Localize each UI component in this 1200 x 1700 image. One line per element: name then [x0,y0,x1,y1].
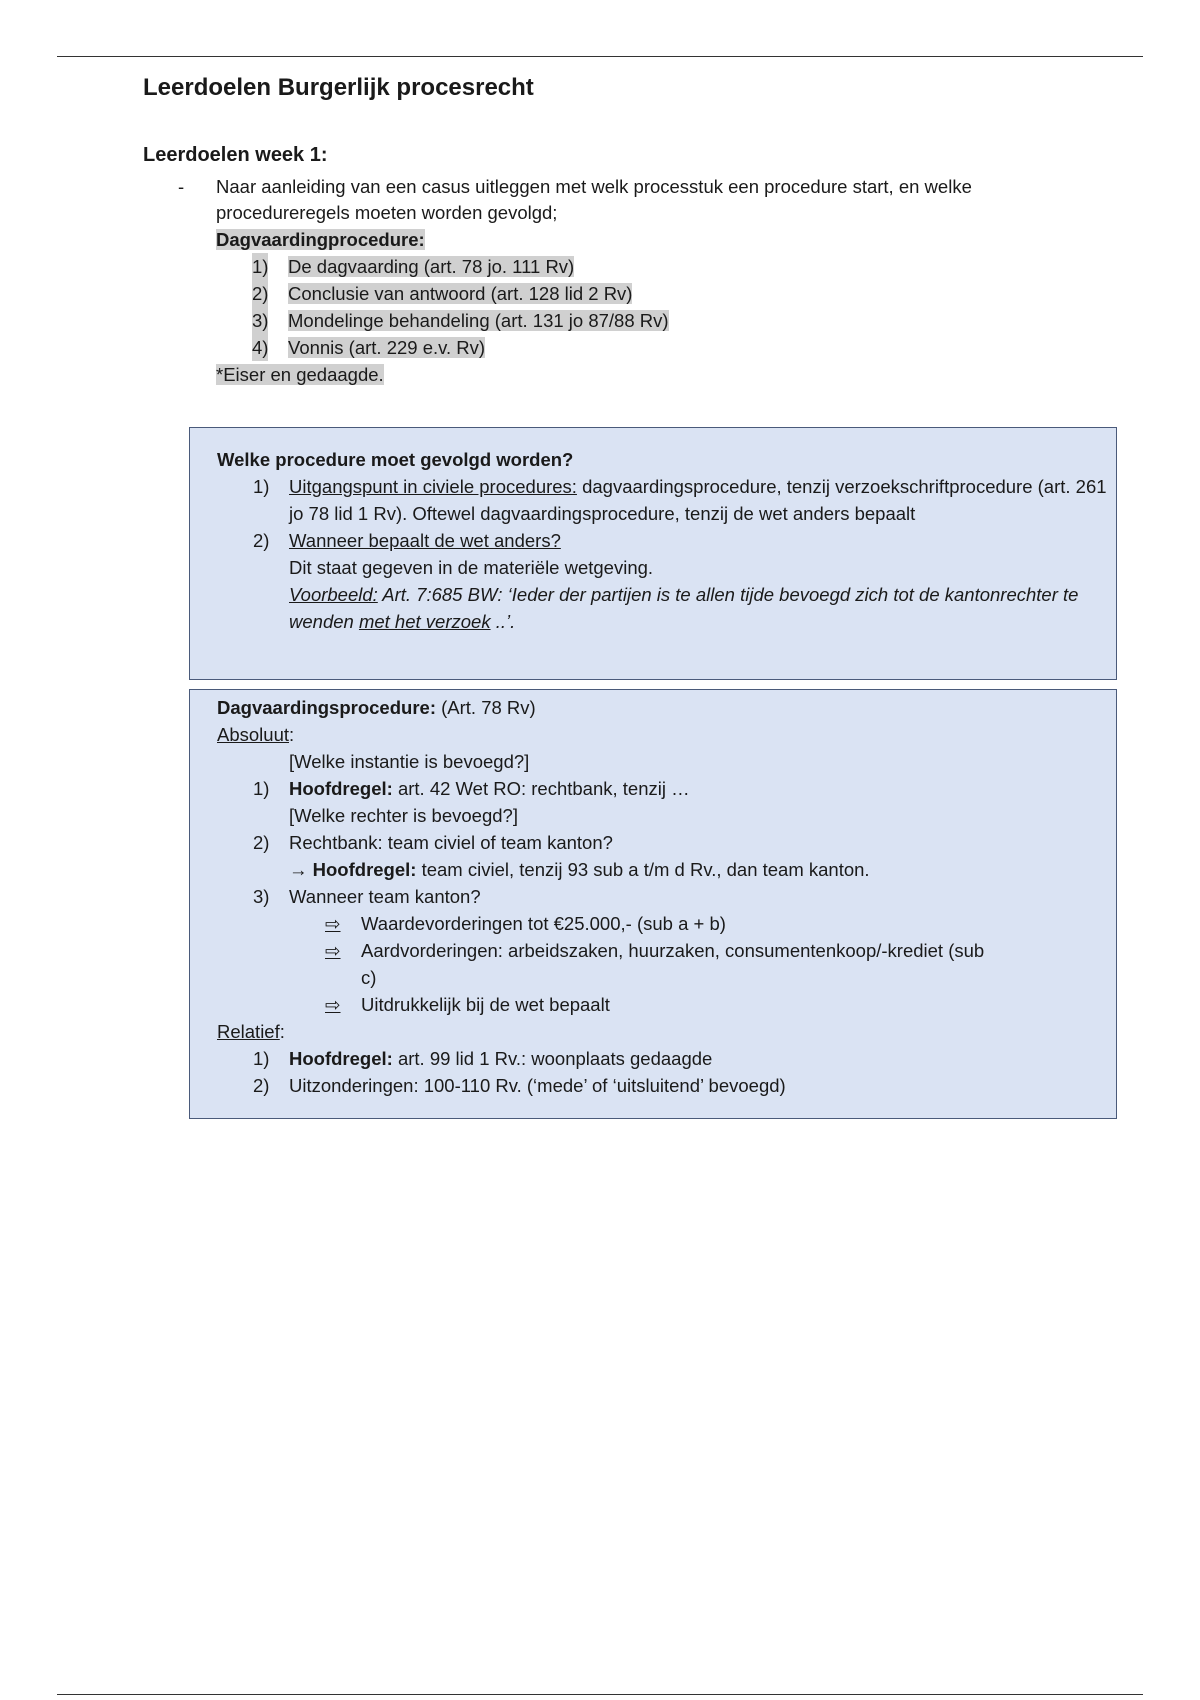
hollow-arrow-icon: ⇨ [325,994,341,1015]
question-instantie: [Welke instantie is bevoegd?] [289,751,530,772]
box1-item-2-label: Wanneer bepaalt de wet anders? [289,530,561,551]
step-item: 4) Vonnis (art. 229 e.v. Rv) [216,334,669,361]
competence-box: Dagvaardingsprocedure: (Art. 78 Rv) Absoluut: [Welke instantie is bevoegd?] 1) Hoofdregel: art. 42 Wet RO: rechtbank, tenzij … [Welke rechter is bevoegd?] 2) Rechtbank: team civiel of team kanton? → Hoofdregel: team civiel, tenzij 93 sub a t/m d Rv., dan team kanton. 3) Wanneer team kanton? ⇨ Waardevorderingen tot €25.000,- (sub a + b) ⇨ Aardvorderingen: arbeidszaken, huurzaken, consumentenkoop/-krediet (sub c) ⇨ Uitdrukkelijk bij de wet bepaalt Relatief: 1) Hoofdregel: art. 99 lid 1 Rv.: woonplaats gedaagde 2) Uitzonderingen: 100-110 Rv. (‘mede’ of ‘uitsluitend’ bevoegd) [189,689,1117,1119]
bullet-dash: - [178,176,185,197]
intro-text: Naar aanleiding van een casus uitleggen met welk processtuk een procedure start, en welke procedureregels moeten worden gevolgd; [216,176,972,223]
intro-bullet-item [178,174,1078,226]
bottom-rule [57,1694,1143,1695]
arrow-right-icon: → [289,859,308,880]
box2-heading: Dagvaardingsprocedure: [217,697,436,718]
sub-item: ⇨ Uitdrukkelijk bij de wet bepaalt [217,991,1116,1018]
procedure-choice-box [189,427,1117,680]
box1-item-2: 2) Wanneer bepaalt de wet anders? Dit staat gegeven in de materiële wetgeving. Voorbeeld: Art. 7:685 BW: ‘Ieder der partijen is te allen tijde bevoegd zich tot de kantonrechter te wenden met het verzoek ..’. [253,530,1079,632]
page-title: Leerdoelen Burgerlijk procesrecht [143,74,534,101]
step-item: 3) Mondelinge behandeling (art. 131 jo 87/88 Rv) [216,307,669,334]
step-item: 2) Conclusie van antwoord (art. 128 lid 2 Rv) [216,280,669,307]
sub-item: ⇨ Aardvorderingen: arbeidszaken, huurzaken, consumentenkoop/-krediet (sub c) [217,937,1116,991]
absoluut-label: Absoluut [217,724,289,745]
absoluut-item-3: 3) Wanneer team kanton? [253,886,481,907]
week-heading: Leerdoelen week 1: [143,144,328,166]
top-rule [57,56,1143,57]
absoluut-item-1: 1) Hoofdregel: art. 42 Wet RO: rechtbank, tenzij … [253,778,690,799]
sub-item: ⇨ Waardevorderingen tot €25.000,- (sub a + b) [217,910,1116,937]
dagvaarding-steps [216,226,669,388]
example-label: Voorbeeld: [289,584,378,605]
dagvaarding-heading: Dagvaardingprocedure: [216,229,425,250]
relatief-label: Relatief [217,1021,280,1042]
box1-item-1: 1) Uitgangspunt in civiele procedures: dagvaardingsprocedure, tenzij verzoekschriftprocedure (art. 261 jo 78 lid 1 Rv). Oftewel dagvaardingsprocedure, tenzij de wet anders bepaalt [253,476,1107,524]
hollow-arrow-icon: ⇨ [325,940,341,961]
relatief-item-1: 1) Hoofdregel: art. 99 lid 1 Rv.: woonplaats gedaagde [253,1048,713,1069]
box1-item-1-label: Uitgangspunt in civiele procedures: [289,476,577,497]
relatief-item-2: 2) Uitzonderingen: 100-110 Rv. (‘mede’ of ‘uitsluitend’ bevoegd) [253,1075,786,1096]
question-rechter: [Welke rechter is bevoegd?] [289,805,518,826]
note-text: *Eiser en gedaagde. [216,364,384,385]
box1-heading: Welke procedure moet gevolgd worden? [217,449,574,470]
step-item: 1) De dagvaarding (art. 78 jo. 111 Rv) [216,253,669,280]
hollow-arrow-icon: ⇨ [325,913,341,934]
absoluut-item-2: 2) Rechtbank: team civiel of team kanton? → Hoofdregel: team civiel, tenzij 93 sub a t/m d Rv., dan team kanton. [253,832,870,880]
